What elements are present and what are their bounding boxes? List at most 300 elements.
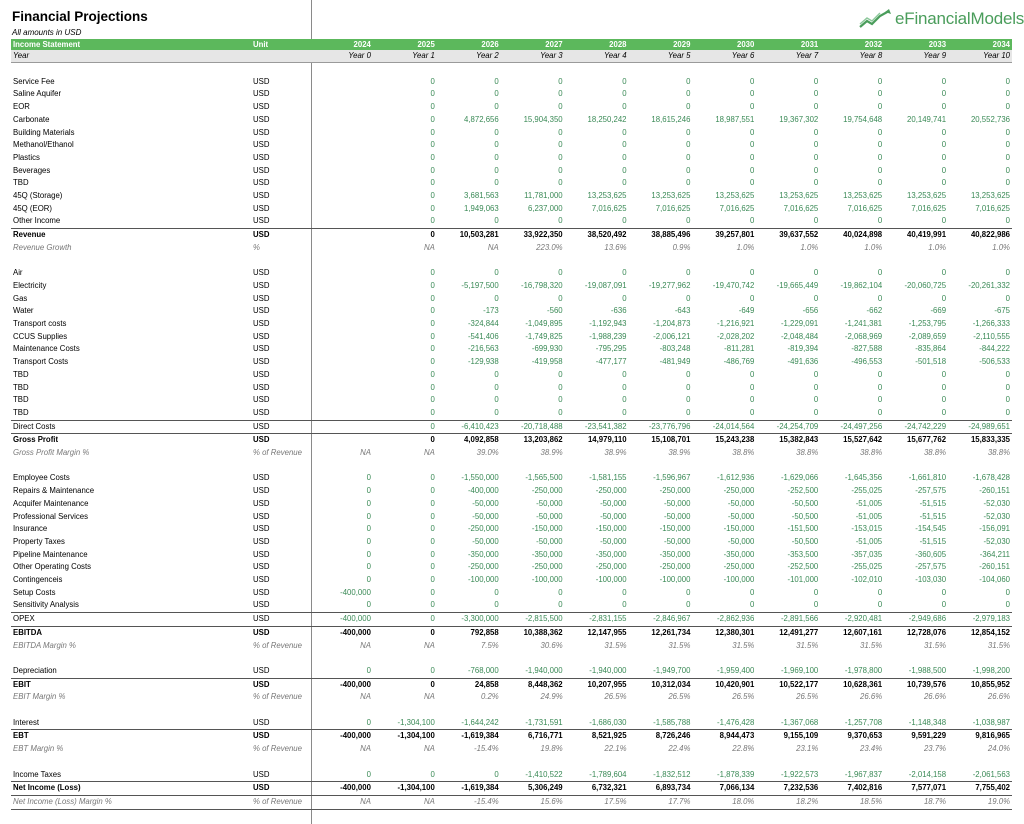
value-cell[interactable]: 0	[558, 600, 563, 610]
value-cell[interactable]: 0	[877, 600, 883, 610]
value-cell[interactable]: 15,382,843	[756, 434, 820, 447]
value-cell[interactable]: 0	[813, 76, 819, 86]
value-cell[interactable]: -819,394	[787, 344, 819, 354]
empty-cell[interactable]	[884, 652, 948, 665]
value-cell[interactable]: -350,000	[595, 549, 627, 559]
row-label-cell[interactable]: Employee Costs	[13, 473, 70, 483]
value-cell[interactable]: 0	[1005, 152, 1010, 162]
value-cell[interactable]	[309, 420, 373, 434]
value-cell[interactable]: 0	[941, 216, 947, 226]
value-cell[interactable]: -257,575	[915, 562, 947, 572]
header-year-cell[interactable]: 2029	[629, 39, 693, 50]
value-cell[interactable]: -252,500	[787, 562, 819, 572]
value-cell[interactable]	[309, 152, 373, 165]
value-cell[interactable]: -1,304,100	[373, 782, 437, 796]
value-cell[interactable]: -50,000	[600, 511, 627, 521]
row-label-cell[interactable]: Building Materials	[13, 127, 75, 137]
row-label-cell[interactable]: Other Operating Costs	[13, 562, 92, 572]
row-unit-cell[interactable]: USD	[253, 369, 270, 379]
empty-cell[interactable]	[629, 63, 693, 76]
value-cell[interactable]: -400,000	[309, 678, 373, 691]
value-cell[interactable]: 0	[430, 357, 435, 367]
value-cell[interactable]: 13,253,625	[587, 191, 627, 201]
value-cell[interactable]: 13.6%	[604, 242, 627, 252]
value-cell[interactable]: 11,781,000	[524, 191, 563, 201]
row-label-cell[interactable]: EBT Margin %	[13, 744, 64, 754]
value-cell[interactable]: -675	[994, 306, 1010, 316]
value-cell[interactable]: 0	[373, 434, 437, 447]
value-cell[interactable]	[309, 242, 373, 255]
value-cell[interactable]: 38.9%	[540, 448, 563, 458]
value-cell[interactable]: -477,177	[595, 357, 627, 367]
row-unit-cell[interactable]: USD	[251, 420, 309, 434]
value-cell[interactable]: 0	[813, 293, 819, 303]
value-cell[interactable]: -153,015	[851, 524, 883, 534]
header-year-cell[interactable]: 2031	[756, 39, 820, 50]
value-cell[interactable]: -150,000	[595, 524, 627, 534]
value-cell[interactable]: 7,016,625	[847, 203, 883, 213]
value-cell[interactable]: -50,000	[472, 536, 499, 546]
row-unit-cell[interactable]: USD	[253, 357, 270, 367]
empty-cell[interactable]	[309, 652, 373, 665]
value-cell[interactable]: 0	[558, 178, 563, 188]
value-cell[interactable]: 0	[494, 102, 499, 112]
row-unit-cell[interactable]: USD	[253, 575, 270, 585]
value-cell[interactable]: 223.0%	[536, 242, 563, 252]
value-cell[interactable]: 7,016,625	[975, 203, 1010, 213]
empty-cell[interactable]	[692, 704, 756, 717]
value-cell[interactable]: -2,028,202	[717, 331, 755, 341]
row-unit-cell[interactable]: USD	[253, 191, 270, 201]
value-cell[interactable]: 0	[941, 369, 947, 379]
value-cell[interactable]: 0	[750, 140, 755, 150]
value-cell[interactable]	[309, 434, 373, 447]
empty-cell[interactable]	[756, 63, 820, 76]
year-unit-cell[interactable]	[251, 50, 309, 63]
value-cell[interactable]: -50,000	[472, 498, 499, 508]
value-cell[interactable]	[309, 165, 373, 178]
empty-cell[interactable]	[501, 460, 565, 473]
row-unit-cell[interactable]: USD	[253, 486, 270, 496]
value-cell[interactable]: -156,091	[979, 524, 1010, 534]
row-unit-cell[interactable]: USD	[253, 587, 270, 597]
value-cell[interactable]: -811,281	[724, 344, 755, 354]
value-cell[interactable]: -51,005	[855, 498, 883, 508]
value-cell[interactable]: -5,197,500	[461, 280, 499, 290]
empty-cell[interactable]	[948, 255, 1012, 268]
value-cell[interactable]: -20,718,488	[501, 420, 565, 434]
row-unit-cell[interactable]: USD	[253, 178, 270, 188]
value-cell[interactable]: 0	[494, 178, 499, 188]
value-cell[interactable]: 19,754,648	[843, 114, 883, 124]
value-cell[interactable]: -100,000	[531, 575, 563, 585]
value-cell[interactable]: 33,922,350	[501, 229, 565, 242]
value-cell[interactable]: 0	[877, 89, 883, 99]
value-cell[interactable]: 7,016,625	[783, 203, 819, 213]
value-cell[interactable]: -1,940,000	[525, 665, 563, 675]
value-cell[interactable]: 0	[877, 587, 883, 597]
value-cell[interactable]: -250,000	[659, 486, 691, 496]
value-cell[interactable]: 0	[622, 178, 627, 188]
value-cell[interactable]: -173	[483, 306, 499, 316]
value-cell[interactable]: -2,089,659	[908, 331, 947, 341]
value-cell[interactable]: -400,000	[309, 782, 373, 796]
value-cell[interactable]: 17.7%	[629, 795, 693, 809]
value-cell[interactable]: 0	[430, 395, 435, 405]
value-cell[interactable]: -2,949,686	[884, 613, 948, 627]
value-cell[interactable]	[309, 215, 373, 228]
value-cell[interactable]: 0	[430, 216, 435, 226]
value-cell[interactable]: 7,577,071	[884, 782, 948, 796]
empty-cell[interactable]	[629, 255, 693, 268]
value-cell[interactable]	[309, 127, 373, 140]
value-cell[interactable]: 0	[941, 407, 947, 417]
value-cell[interactable]: 0	[686, 293, 691, 303]
value-cell[interactable]	[309, 407, 373, 420]
value-cell[interactable]: -260,151	[979, 486, 1010, 496]
empty-cell[interactable]	[437, 756, 501, 769]
value-cell[interactable]: -19,087,091	[584, 280, 627, 290]
value-cell[interactable]: -150,000	[531, 524, 563, 534]
value-cell[interactable]: 0	[430, 473, 435, 483]
value-cell[interactable]: 0	[430, 76, 435, 86]
value-cell[interactable]: 0	[750, 369, 755, 379]
value-cell[interactable]: 0	[941, 587, 947, 597]
value-cell[interactable]: 15,904,350	[523, 114, 563, 124]
value-cell[interactable]: -656	[802, 306, 819, 316]
value-cell[interactable]: 13,253,625	[907, 191, 947, 201]
empty-cell[interactable]	[309, 704, 373, 717]
empty-cell[interactable]	[309, 756, 373, 769]
value-cell[interactable]: 13,253,625	[651, 191, 691, 201]
value-cell[interactable]: -350,000	[531, 549, 563, 559]
value-cell[interactable]: -1,629,066	[780, 473, 819, 483]
value-cell[interactable]: -2,006,121	[653, 331, 691, 341]
value-cell[interactable]: 0	[686, 76, 691, 86]
value-cell[interactable]: 0	[622, 600, 627, 610]
empty-cell[interactable]	[565, 756, 629, 769]
empty-cell[interactable]	[309, 255, 373, 268]
value-cell[interactable]: -768,000	[467, 665, 499, 675]
value-cell[interactable]: -129,938	[467, 357, 499, 367]
value-cell[interactable]: -2,920,481	[820, 613, 884, 627]
value-cell[interactable]: 0	[941, 89, 947, 99]
value-cell[interactable]: 0	[941, 152, 947, 162]
value-cell[interactable]: 0	[877, 407, 883, 417]
value-cell[interactable]: 0	[877, 216, 883, 226]
value-cell[interactable]: 18,250,242	[587, 114, 627, 124]
empty-cell[interactable]	[373, 652, 437, 665]
value-cell[interactable]: 10,388,362	[501, 626, 565, 639]
value-cell[interactable]: 0	[1005, 140, 1010, 150]
value-cell[interactable]: 39,637,552	[756, 229, 820, 242]
value-cell[interactable]: 9,370,653	[820, 730, 884, 743]
value-cell[interactable]: 0	[373, 420, 437, 434]
value-cell[interactable]: -795,295	[595, 344, 627, 354]
row-label-cell[interactable]: Other Income	[13, 216, 61, 226]
value-cell[interactable]: -100,000	[659, 575, 691, 585]
value-cell[interactable]: -19,470,742	[712, 280, 755, 290]
value-cell[interactable]: NA	[423, 242, 435, 252]
value-cell[interactable]: -154,545	[915, 524, 947, 534]
value-cell[interactable]: 0	[750, 587, 755, 597]
value-cell[interactable]: 40,024,898	[820, 229, 884, 242]
value-cell[interactable]: -50,000	[536, 511, 563, 521]
empty-cell[interactable]	[629, 756, 693, 769]
row-label-cell[interactable]: EOR	[13, 102, 30, 112]
value-cell[interactable]: 0	[558, 165, 563, 175]
value-cell[interactable]: 31.5%	[796, 640, 819, 650]
row-label-cell[interactable]: CCUS Supplies	[13, 331, 68, 341]
value-cell[interactable]: -101,000	[787, 575, 819, 585]
value-cell[interactable]: -150,000	[659, 524, 691, 534]
value-cell[interactable]: 10,312,034	[629, 678, 693, 691]
value-cell[interactable]	[309, 382, 373, 395]
value-cell[interactable]: -250,000	[531, 486, 563, 496]
value-cell[interactable]: 7,016,625	[911, 203, 947, 213]
row-label-cell[interactable]: Plastics	[13, 152, 40, 162]
header-unit-cell[interactable]: Unit	[251, 39, 309, 50]
row-label-cell[interactable]: Acquifer Maintenance	[13, 498, 89, 508]
row-label-cell[interactable]: EBIT	[11, 678, 251, 691]
value-cell[interactable]: -1,988,500	[908, 665, 947, 675]
row-unit-cell[interactable]: % of Revenue	[253, 640, 302, 650]
value-cell[interactable]: 0	[813, 216, 819, 226]
empty-cell[interactable]	[756, 652, 820, 665]
value-cell[interactable]: 38.8%	[796, 448, 819, 458]
value-cell[interactable]: 0	[941, 102, 947, 112]
value-cell[interactable]: -103,030	[915, 575, 947, 585]
value-cell[interactable]: -24,254,709	[756, 420, 820, 434]
brand-logo[interactable]	[858, 8, 1024, 30]
value-cell[interactable]: 0	[1005, 395, 1010, 405]
row-label-cell[interactable]: 45Q (Storage)	[13, 191, 63, 201]
row-label-cell[interactable]: Service Fee	[13, 76, 55, 86]
value-cell[interactable]: 0	[750, 152, 755, 162]
year-index-cell[interactable]: Year 5	[629, 50, 693, 63]
value-cell[interactable]: 0	[430, 127, 435, 137]
row-unit-cell[interactable]: USD	[253, 382, 270, 392]
value-cell[interactable]: -1,749,825	[525, 331, 563, 341]
value-cell[interactable]: -1,988,239	[589, 331, 627, 341]
value-cell[interactable]: 7,755,402	[948, 782, 1012, 796]
row-label-cell[interactable]: Carbonate	[13, 114, 50, 124]
empty-cell[interactable]	[373, 63, 437, 76]
value-cell[interactable]: 13,253,625	[715, 191, 755, 201]
row-label-cell[interactable]: Net Income (Loss) Margin %	[11, 795, 251, 809]
empty-cell[interactable]	[11, 460, 251, 473]
value-cell[interactable]: NA	[423, 692, 435, 702]
empty-cell[interactable]	[692, 756, 756, 769]
value-cell[interactable]	[309, 394, 373, 407]
value-cell[interactable]: -50,000	[663, 536, 691, 546]
value-cell[interactable]: 0	[686, 89, 691, 99]
row-unit-cell[interactable]: USD	[253, 511, 270, 521]
value-cell[interactable]: 7,232,536	[756, 782, 820, 796]
value-cell[interactable]: 7.5%	[480, 640, 499, 650]
value-cell[interactable]	[309, 114, 373, 127]
value-cell[interactable]: 0	[494, 369, 499, 379]
value-cell[interactable]: -1,565,500	[525, 473, 563, 483]
value-cell[interactable]: 0	[686, 178, 691, 188]
value-cell[interactable]: 23.1%	[796, 744, 819, 754]
row-unit-cell[interactable]: USD	[253, 293, 270, 303]
row-unit-cell[interactable]: USD	[253, 549, 270, 559]
value-cell[interactable]: 10,207,955	[565, 678, 629, 691]
value-cell[interactable]: NA	[360, 692, 371, 702]
value-cell[interactable]: -100,000	[467, 575, 499, 585]
value-cell[interactable]: 6,893,734	[629, 782, 693, 796]
value-cell[interactable]: -1,619,384	[437, 730, 501, 743]
value-cell[interactable]: -50,000	[472, 511, 499, 521]
value-cell[interactable]: 10,522,177	[756, 678, 820, 691]
empty-cell[interactable]	[373, 756, 437, 769]
row-unit-cell[interactable]: USD	[253, 562, 270, 572]
value-cell[interactable]: 38.8%	[923, 448, 947, 458]
row-label-cell[interactable]: Methanol/Ethanol	[13, 140, 74, 150]
row-label-cell[interactable]: Water	[13, 306, 34, 316]
row-label-cell[interactable]: EBITDA	[11, 626, 251, 639]
value-cell[interactable]: 38.8%	[860, 448, 883, 458]
value-cell[interactable]: -400,000	[340, 587, 371, 597]
value-cell[interactable]: -1,204,873	[653, 319, 691, 329]
row-unit-cell[interactable]: USD	[251, 730, 309, 743]
value-cell[interactable]: 0	[941, 268, 947, 278]
value-cell[interactable]: 0	[558, 395, 563, 405]
value-cell[interactable]: 0	[941, 382, 947, 392]
row-label-cell[interactable]: Pipeline Maintenance	[13, 549, 88, 559]
year-index-cell[interactable]: Year 7	[756, 50, 820, 63]
value-cell[interactable]	[309, 190, 373, 203]
value-cell[interactable]: 0	[622, 369, 627, 379]
value-cell[interactable]: -1,940,000	[589, 665, 627, 675]
empty-cell[interactable]	[11, 756, 251, 769]
value-cell[interactable]: -16,798,320	[521, 280, 563, 290]
row-label-cell[interactable]: EBT	[11, 730, 251, 743]
value-cell[interactable]: -50,500	[791, 498, 819, 508]
value-cell[interactable]: 0	[366, 769, 371, 779]
empty-cell[interactable]	[501, 255, 565, 268]
row-unit-cell[interactable]: USD	[253, 395, 270, 405]
empty-cell[interactable]	[309, 460, 373, 473]
value-cell[interactable]: 0	[430, 549, 435, 559]
value-cell[interactable]: 0	[877, 127, 883, 137]
row-unit-cell[interactable]: USD	[251, 434, 309, 447]
value-cell[interactable]: 15,527,642	[820, 434, 884, 447]
value-cell[interactable]: 0	[430, 511, 435, 521]
value-cell[interactable]: 20,149,741	[907, 114, 947, 124]
value-cell[interactable]: 12,854,152	[948, 626, 1012, 639]
header-year-cell[interactable]: 2028	[565, 39, 629, 50]
value-cell[interactable]: -2,891,566	[756, 613, 820, 627]
row-unit-cell[interactable]: USD	[253, 536, 270, 546]
value-cell[interactable]: 0	[494, 587, 499, 597]
value-cell[interactable]: 0	[1005, 600, 1010, 610]
value-cell[interactable]: 0	[750, 127, 755, 137]
value-cell[interactable]: 6,732,321	[565, 782, 629, 796]
value-cell[interactable]: 0	[366, 549, 371, 559]
value-cell[interactable]: -50,000	[600, 536, 627, 546]
empty-cell[interactable]	[948, 460, 1012, 473]
empty-cell[interactable]	[948, 756, 1012, 769]
row-label-cell[interactable]: Revenue	[11, 229, 251, 242]
value-cell[interactable]: 40,822,986	[948, 229, 1012, 242]
empty-cell[interactable]	[251, 756, 309, 769]
value-cell[interactable]: 40,419,991	[884, 229, 948, 242]
value-cell[interactable]: -250,000	[467, 524, 499, 534]
value-cell[interactable]: 23.4%	[860, 744, 883, 754]
value-cell[interactable]: 0	[430, 102, 435, 112]
value-cell[interactable]: 0	[750, 165, 755, 175]
value-cell[interactable]: 12,491,277	[756, 626, 820, 639]
value-cell[interactable]: -419,958	[531, 357, 563, 367]
value-cell[interactable]: -1,619,384	[437, 782, 501, 796]
value-cell[interactable]: 0	[877, 293, 883, 303]
row-label-cell[interactable]: Gross Profit Margin %	[13, 448, 90, 458]
value-cell[interactable]: 0	[813, 407, 819, 417]
value-cell[interactable]: 15,833,335	[948, 434, 1012, 447]
value-cell[interactable]: 38.8%	[732, 448, 755, 458]
value-cell[interactable]: NA	[373, 795, 437, 809]
value-cell[interactable]: -104,060	[979, 575, 1010, 585]
value-cell[interactable]: 17.5%	[565, 795, 629, 809]
value-cell[interactable]: -400,000	[467, 486, 499, 496]
value-cell[interactable]	[309, 101, 373, 114]
value-cell[interactable]: 0	[813, 165, 819, 175]
value-cell[interactable]: -250,000	[595, 486, 627, 496]
row-unit-cell[interactable]: USD	[251, 229, 309, 242]
value-cell[interactable]: 0	[622, 165, 627, 175]
value-cell[interactable]: 0	[622, 293, 627, 303]
value-cell[interactable]: 9,816,965	[948, 730, 1012, 743]
row-unit-cell[interactable]: USD	[253, 524, 270, 534]
value-cell[interactable]: 0	[558, 127, 563, 137]
value-cell[interactable]: 0	[750, 178, 755, 188]
row-label-cell[interactable]: Contingenceis	[13, 575, 63, 585]
row-label-cell[interactable]: Beverages	[13, 165, 51, 175]
row-label-cell[interactable]: TBD	[13, 369, 29, 379]
value-cell[interactable]: 18.5%	[820, 795, 884, 809]
value-cell[interactable]: 0	[1005, 216, 1010, 226]
value-cell[interactable]: 0	[1005, 89, 1010, 99]
value-cell[interactable]	[309, 305, 373, 318]
value-cell[interactable]: 0	[622, 407, 627, 417]
value-cell[interactable]: -100,000	[723, 575, 755, 585]
value-cell[interactable]: -1,661,810	[908, 473, 947, 483]
value-cell[interactable]: 0	[877, 102, 883, 112]
value-cell[interactable]: -2,862,936	[692, 613, 756, 627]
value-cell[interactable]: -1,949,700	[653, 665, 691, 675]
row-label-cell[interactable]: Air	[13, 268, 23, 278]
value-cell[interactable]	[309, 267, 373, 280]
row-label-cell[interactable]: Sensitivity Analysis	[13, 600, 79, 610]
value-cell[interactable]: 0	[686, 165, 691, 175]
row-unit-cell[interactable]: USD	[253, 280, 270, 290]
value-cell[interactable]: -350,000	[723, 549, 755, 559]
row-unit-cell[interactable]: USD	[253, 344, 270, 354]
header-label-cell[interactable]: Income Statement	[11, 39, 251, 50]
value-cell[interactable]: 0	[430, 191, 435, 201]
empty-cell[interactable]	[565, 255, 629, 268]
value-cell[interactable]: -2,831,155	[565, 613, 629, 627]
value-cell[interactable]: 0	[686, 587, 691, 597]
value-cell[interactable]: 1.0%	[864, 242, 883, 252]
value-cell[interactable]: 0	[941, 293, 947, 303]
value-cell[interactable]: 38.8%	[987, 448, 1010, 458]
value-cell[interactable]: 0.9%	[672, 242, 691, 252]
value-cell[interactable]: -643	[674, 306, 691, 316]
value-cell[interactable]: 18.0%	[692, 795, 756, 809]
